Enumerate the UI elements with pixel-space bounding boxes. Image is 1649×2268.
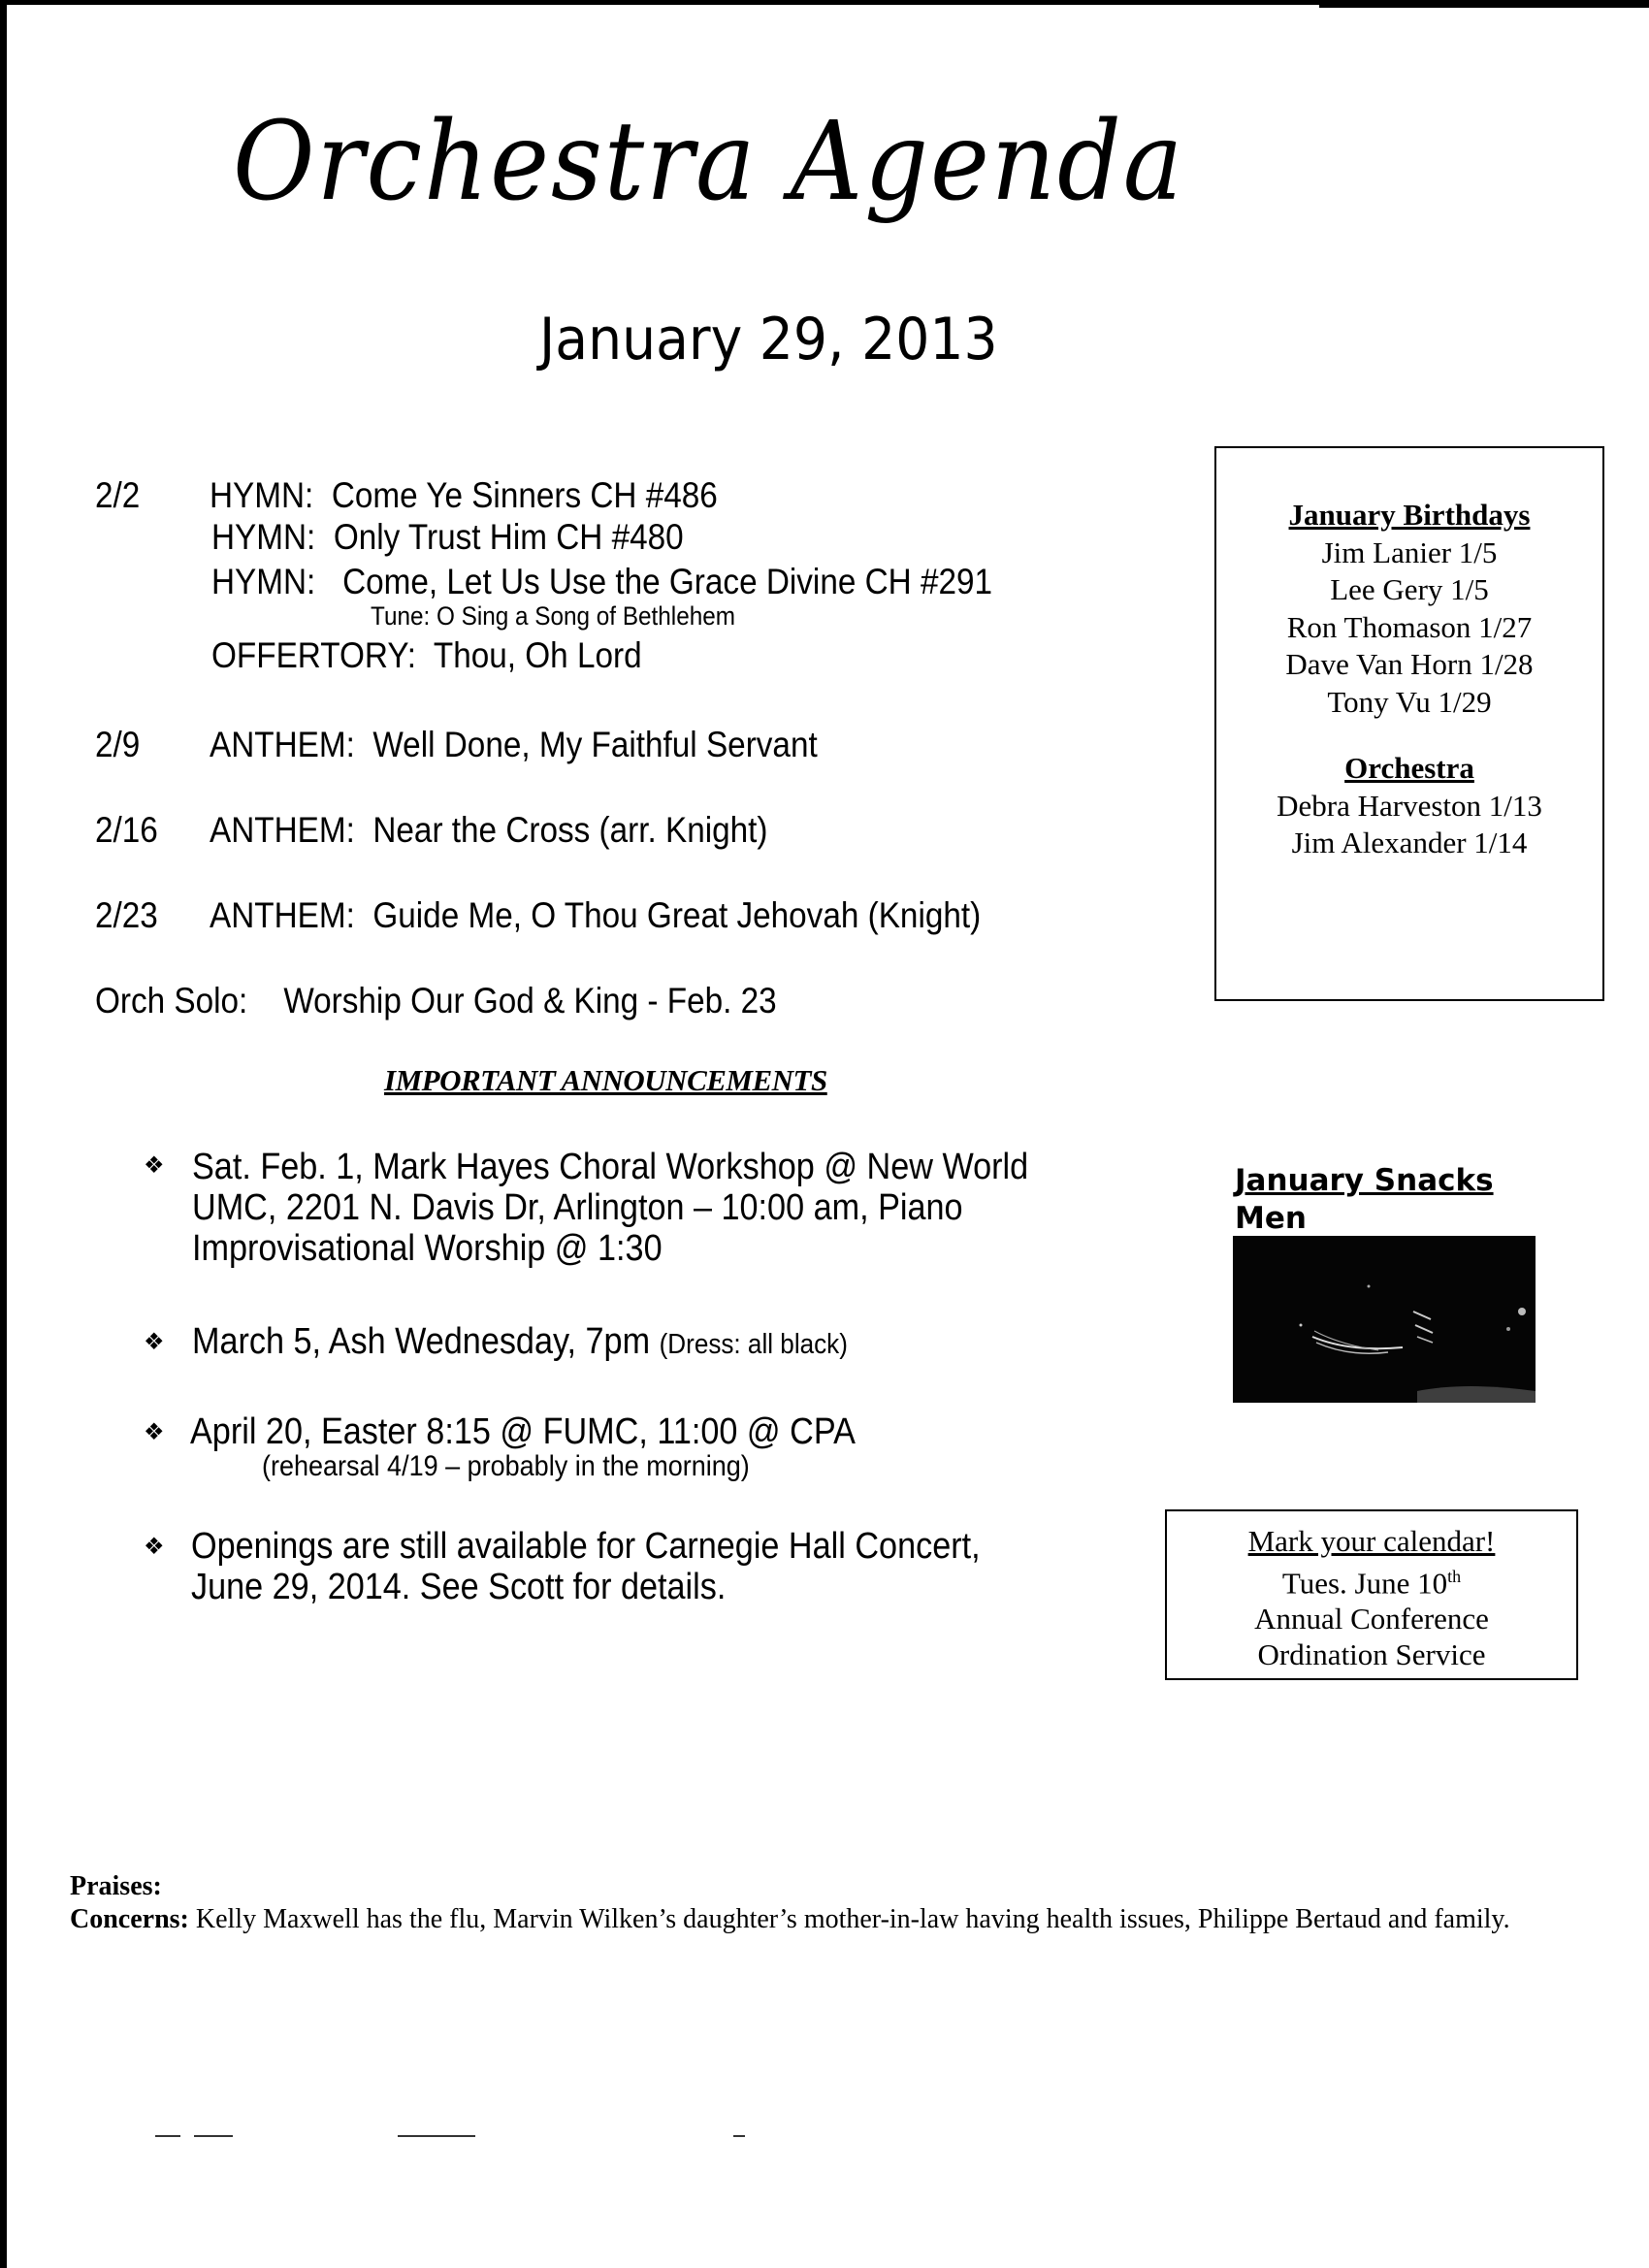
calendar-line: Annual Conference (1254, 1602, 1489, 1636)
birthday-entry: Lee Gery 1/5 (1330, 572, 1489, 606)
scan-mark (733, 2135, 745, 2137)
schedule-item (210, 812, 768, 848)
schedule-item (210, 897, 981, 933)
praises-label: Praises: (70, 1871, 162, 1901)
diamond-bullet-icon: ❖ (144, 1535, 165, 1560)
orch-solo-title: Worship Our God & King - Feb. 23 (283, 981, 777, 1021)
birthday-entry: Ron Thomason 1/27 (1286, 609, 1533, 644)
scan-mark (155, 2135, 180, 2137)
prayer-section (70, 1870, 1564, 1936)
schedule-item (210, 477, 718, 513)
announcement-line: Improvisational Worship @ 1:30 (192, 1228, 663, 1269)
schedule-item (211, 519, 684, 555)
birthdays-box (1214, 446, 1604, 1001)
scan-edge-top-right (1319, 0, 1649, 8)
birthday-entry: Tony Vu 1/29 (1327, 684, 1492, 719)
schedule-date: 2/16 (95, 810, 158, 850)
birthdays-heading: January Birthdays (1288, 498, 1531, 532)
schedule-item (211, 637, 642, 673)
concerns-label: Concerns: (70, 1904, 189, 1934)
snack-photo-image (1233, 1236, 1536, 1403)
diamond-bullet-icon: ❖ (144, 1420, 165, 1445)
snack-photo (1233, 1236, 1536, 1403)
schedule-date: 2/23 (95, 895, 158, 935)
calendar-date (1167, 1559, 1576, 1601)
concerns (70, 1903, 1564, 1936)
item-type: OFFERTORY: (211, 635, 416, 675)
announcements-heading: IMPORTANT ANNOUNCEMENTS (384, 1063, 827, 1097)
item-type: HYMN: (210, 475, 314, 515)
orch-solo-label: Orch Solo: (95, 981, 248, 1021)
birthday-entry: Dave Van Horn 1/28 (1285, 647, 1534, 681)
item-title: Near the Cross (arr. Knight) (372, 810, 768, 850)
item-title: Come Ye Sinners CH #486 (331, 475, 718, 515)
schedule-item (210, 727, 818, 762)
page-title: Orchestra Agenda (233, 99, 1185, 225)
agenda-date: January 29, 2013 (539, 306, 998, 373)
announcement-line: Sat. Feb. 1, Mark Hayes Choral Workshop @ New World (192, 1147, 1029, 1187)
scan-mark (398, 2135, 475, 2137)
birthday-entry: Jim Alexander 1/14 (1291, 826, 1528, 859)
calendar-box (1165, 1509, 1578, 1680)
calendar-date-suffix: th (1447, 1567, 1462, 1586)
announcement-sub: (rehearsal 4/19 – probably in the morning) (262, 1450, 750, 1482)
schedule-item (211, 564, 992, 599)
scan-mark (194, 2135, 233, 2137)
item-type: ANTHEM: (210, 725, 355, 764)
announcement-main: April 20, Easter 8:15 @ FUMC, 11:00 @ CPA (190, 1411, 856, 1452)
item-title: Guide Me, O Thou Great Jehovah (Knight) (372, 895, 982, 935)
item-type: HYMN: (211, 562, 316, 601)
item-type: ANTHEM: (210, 895, 355, 935)
concerns-text: Kelly Maxwell has the flu, Marvin Wilken’s daughter’s mother-in-law having health issues, Philippe Bertaud and family. (188, 1904, 1510, 1934)
diamond-bullet-icon: ❖ (144, 1330, 165, 1355)
announcement-main: March 5, Ash Wednesday, 7pm (192, 1321, 660, 1362)
birthday-entry: Debra Harveston 1/13 (1277, 788, 1542, 823)
item-title: Come, Let Us Use the Grace Divine CH #291 (342, 562, 993, 601)
item-title: Only Trust Him CH #480 (333, 517, 684, 557)
birthday-entry: Jim Lanier 1/5 (1321, 535, 1498, 569)
item-type: HYMN: (211, 517, 316, 557)
orch-solo (95, 983, 777, 1019)
calendar-date-text: Tues. June 10 (1281, 1566, 1448, 1601)
announcement-note: (Dress: all black) (659, 1329, 848, 1360)
announcement-line: June 29, 2014. See Scott for details. (191, 1567, 727, 1607)
praises (70, 1870, 1564, 1903)
orchestra-birthdays-heading: Orchestra (1344, 751, 1474, 785)
tune-note: Tune: O Sing a Song of Bethlehem (371, 601, 735, 631)
scan-edge-left (0, 0, 7, 2268)
announcement-line: Openings are still available for Carnegie Hall Concert, (191, 1526, 981, 1567)
item-title: Well Done, My Faithful Servant (372, 725, 818, 764)
item-title: Thou, Oh Lord (433, 635, 642, 675)
schedule-date: 2/2 (95, 475, 141, 515)
schedule-date: 2/9 (95, 725, 141, 764)
calendar-line: Ordination Service (1257, 1637, 1486, 1672)
announcement-line: UMC, 2201 N. Davis Dr, Arlington – 10:00 am, Piano (192, 1187, 963, 1228)
calendar-heading: Mark your calendar! (1247, 1524, 1496, 1558)
item-type: ANTHEM: (210, 810, 355, 850)
snacks-heading: January Snacks (1235, 1163, 1494, 1198)
snacks-group: Men (1235, 1201, 1307, 1236)
diamond-bullet-icon: ❖ (144, 1153, 165, 1179)
